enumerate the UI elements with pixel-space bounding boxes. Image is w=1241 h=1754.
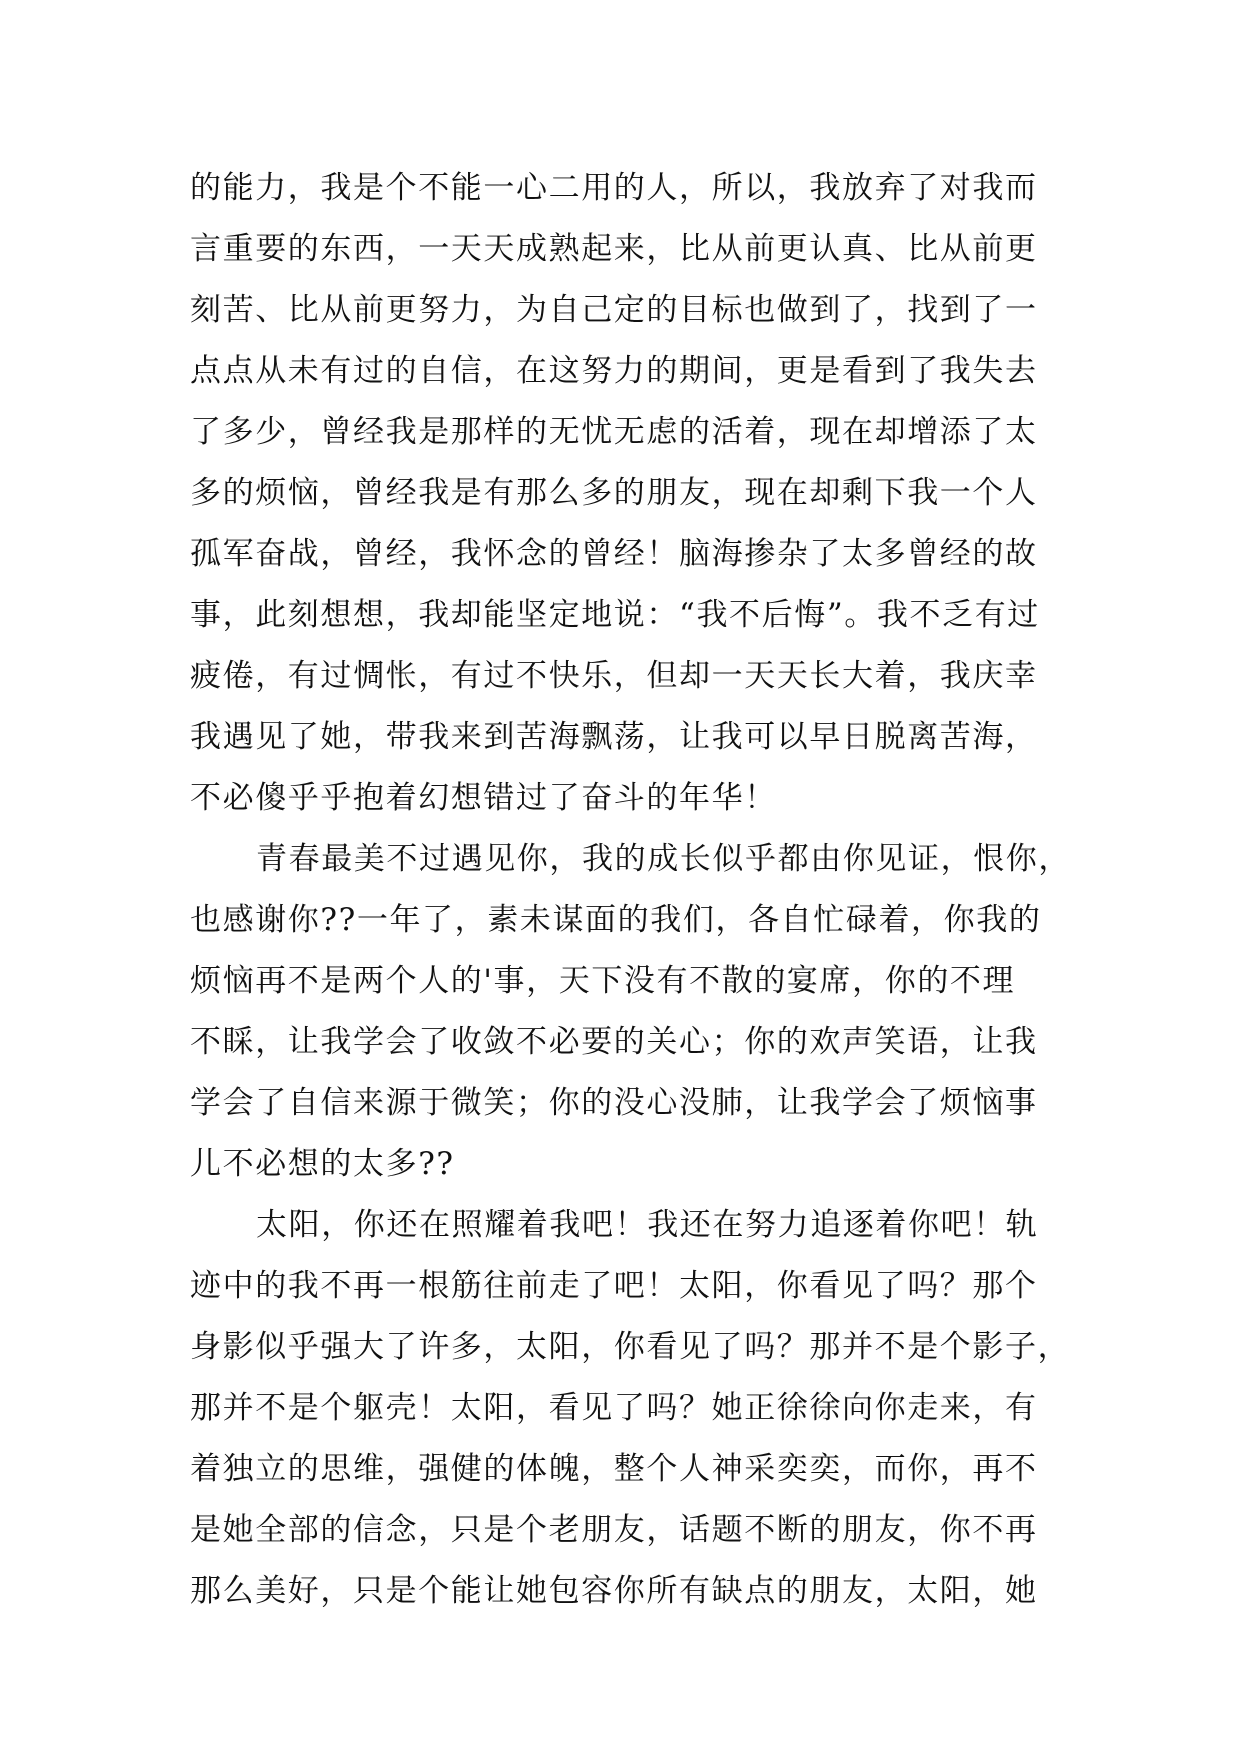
text-line: 我遇见了她，带我来到苦海飘荡，让我可以早日脱离苦海， bbox=[190, 719, 1038, 755]
text-line: 点点从未有过的自信，在这努力的期间，更是看到了我失去 bbox=[190, 353, 1038, 389]
text-line: 着独立的思维，强健的体魄，整个人神采奕奕，而你，再不 bbox=[190, 1451, 1038, 1487]
paragraph-1 bbox=[190, 158, 1070, 829]
text-line: 身影似乎强大了许多，太阳，你看见了吗？那并不是个影子， bbox=[190, 1329, 1071, 1365]
text-line: 是她全部的信念，只是个老朋友，话题不断的朋友，你不再 bbox=[190, 1512, 1038, 1548]
text-line: 那么美好，只是个能让她包容你所有缺点的朋友，太阳，她 bbox=[190, 1573, 1038, 1609]
text-line: 烦恼再不是两个人的'事，天下没有不散的宴席，你的不理 bbox=[190, 963, 1016, 999]
text-line: 了多少，曾经我是那样的无忧无虑的活着，现在却增添了太 bbox=[190, 414, 1038, 450]
text-line: 迹中的我不再一根筋往前走了吧！太阳，你看见了吗？那个 bbox=[190, 1268, 1038, 1304]
text-line: 多的烦恼，曾经我是有那么多的朋友，现在却剩下我一个人 bbox=[190, 475, 1038, 511]
paragraph-2 bbox=[190, 829, 1070, 1195]
text-line: 不睬，让我学会了收敛不必要的关心；你的欢声笑语，让我 bbox=[190, 1024, 1038, 1060]
text-line: 太阳，你还在照耀着我吧！我还在努力追逐着你吧！轨 bbox=[256, 1207, 1039, 1243]
text-line: 孤军奋战，曾经，我怀念的曾经！脑海掺杂了太多曾经的故 bbox=[190, 536, 1038, 572]
paragraph-3 bbox=[190, 1195, 1070, 1622]
text-line: 青春最美不过遇见你，我的成长似乎都由你见证，恨你， bbox=[256, 841, 1071, 877]
text-line: 也感谢你??一年了，素未谋面的我们，各自忙碌着，你我的 bbox=[190, 902, 1042, 938]
text-line: 不必傻乎乎抱着幻想错过了奋斗的年华！ bbox=[190, 780, 777, 816]
text-line: 刻苦、比从前更努力，为自己定的目标也做到了，找到了一 bbox=[190, 292, 1038, 328]
text-line: 的能力，我是个不能一心二用的人，所以，我放弃了对我而 bbox=[190, 170, 1038, 206]
text-line: 疲倦，有过惆怅，有过不快乐，但却一天天长大着，我庆幸 bbox=[190, 658, 1038, 694]
text-line: 学会了自信来源于微笑；你的没心没肺，让我学会了烦恼事 bbox=[190, 1085, 1038, 1121]
text-line: 事，此刻想想，我却能坚定地说：“我不后悔”。我不乏有过 bbox=[190, 597, 1040, 633]
text-line: 儿不必想的太多?? bbox=[190, 1146, 455, 1182]
document-body bbox=[190, 158, 1070, 1622]
text-line: 那并不是个躯壳！太阳，看见了吗？她正徐徐向你走来，有 bbox=[190, 1390, 1038, 1426]
text-line: 言重要的东西，一天天成熟起来，比从前更认真、比从前更 bbox=[190, 231, 1038, 267]
